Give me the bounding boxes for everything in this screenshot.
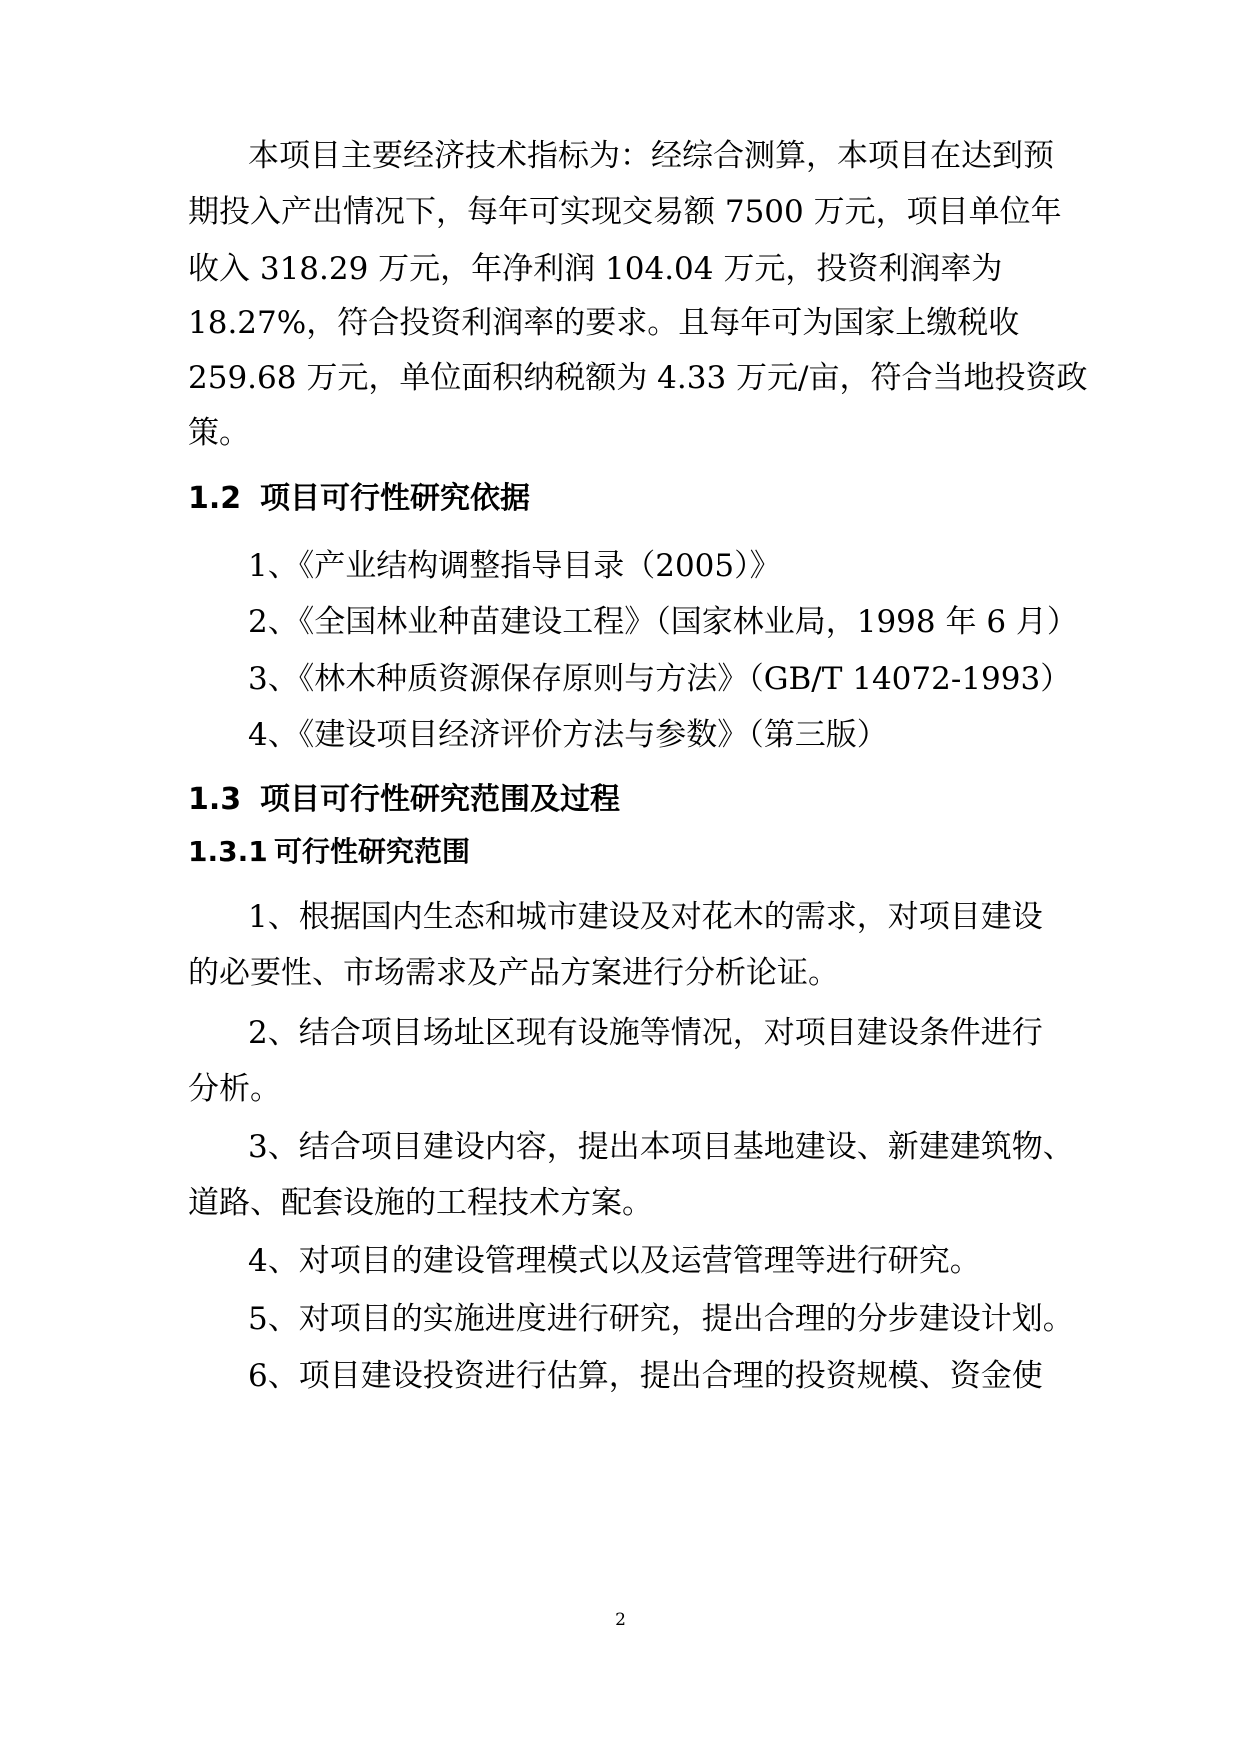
text-line: 2、结合项目场址区现有设施等情况，对项目建设条件进行 xyxy=(248,1015,1043,1051)
section-title: 项目可行性研究范围及过程 xyxy=(260,782,620,817)
section-heading-1-3 xyxy=(188,780,1068,820)
list-item: 4、《建设项目经济评价方法与参数》（第三版） xyxy=(248,717,888,753)
section-number: 1.3 xyxy=(188,782,242,817)
text-line: 259.68 万元，单位面积纳税额为 4.33 万元/亩，符合当地投资政 xyxy=(188,360,1088,396)
section-title: 项目可行性研究依据 xyxy=(260,481,530,516)
section-number: 1.3.1 xyxy=(188,835,268,868)
list-item: 3、《林木种质资源保存原则与方法》（GB/T 14072-1993） xyxy=(248,661,1072,697)
list-item: 1、《产业结构调整指导目录（2005）》 xyxy=(248,548,781,584)
text-line: 3、结合项目建设内容，提出本项目基地建设、新建建筑物、 xyxy=(248,1129,1074,1165)
text-line: 期投入产出情况下，每年可实现交易额 7500 万元，项目单位年 xyxy=(188,194,1062,230)
section-number: 1.2 xyxy=(188,481,242,516)
text-line: 4、对项目的建设管理模式以及运营管理等进行研究。 xyxy=(248,1243,981,1279)
text-line: 18.27%，符合投资利润率的要求。且每年可为国家上缴税收 xyxy=(188,305,1020,341)
text-line: 策。 xyxy=(188,415,250,451)
page-number: 2 xyxy=(615,1610,626,1630)
text-line: 的必要性、市场需求及产品方案进行分析论证。 xyxy=(188,955,839,991)
text-line: 1、根据国内生态和城市建设及对花木的需求，对项目建设 xyxy=(248,899,1043,935)
section-heading-1-3-1 xyxy=(188,832,1068,872)
section-title: 可行性研究范围 xyxy=(274,835,471,868)
text-line: 5、对项目的实施进度进行研究，提出合理的分步建设计划。 xyxy=(248,1301,1074,1337)
text-line: 分析。 xyxy=(188,1071,281,1107)
text-line: 本项目主要经济技术指标为：经综合测算，本项目在达到预 xyxy=(248,138,1054,174)
text-line: 收入 318.29 万元，年净利润 104.04 万元，投资利润率为 xyxy=(188,251,1003,287)
text-line: 道路、配套设施的工程技术方案。 xyxy=(188,1185,653,1221)
section-heading-1-2 xyxy=(188,479,1068,519)
list-item: 2、《全国林业种苗建设工程》（国家林业局，1998 年 6 月） xyxy=(248,604,1078,640)
text-line: 6、项目建设投资进行估算，提出合理的投资规模、资金使 xyxy=(248,1358,1043,1394)
